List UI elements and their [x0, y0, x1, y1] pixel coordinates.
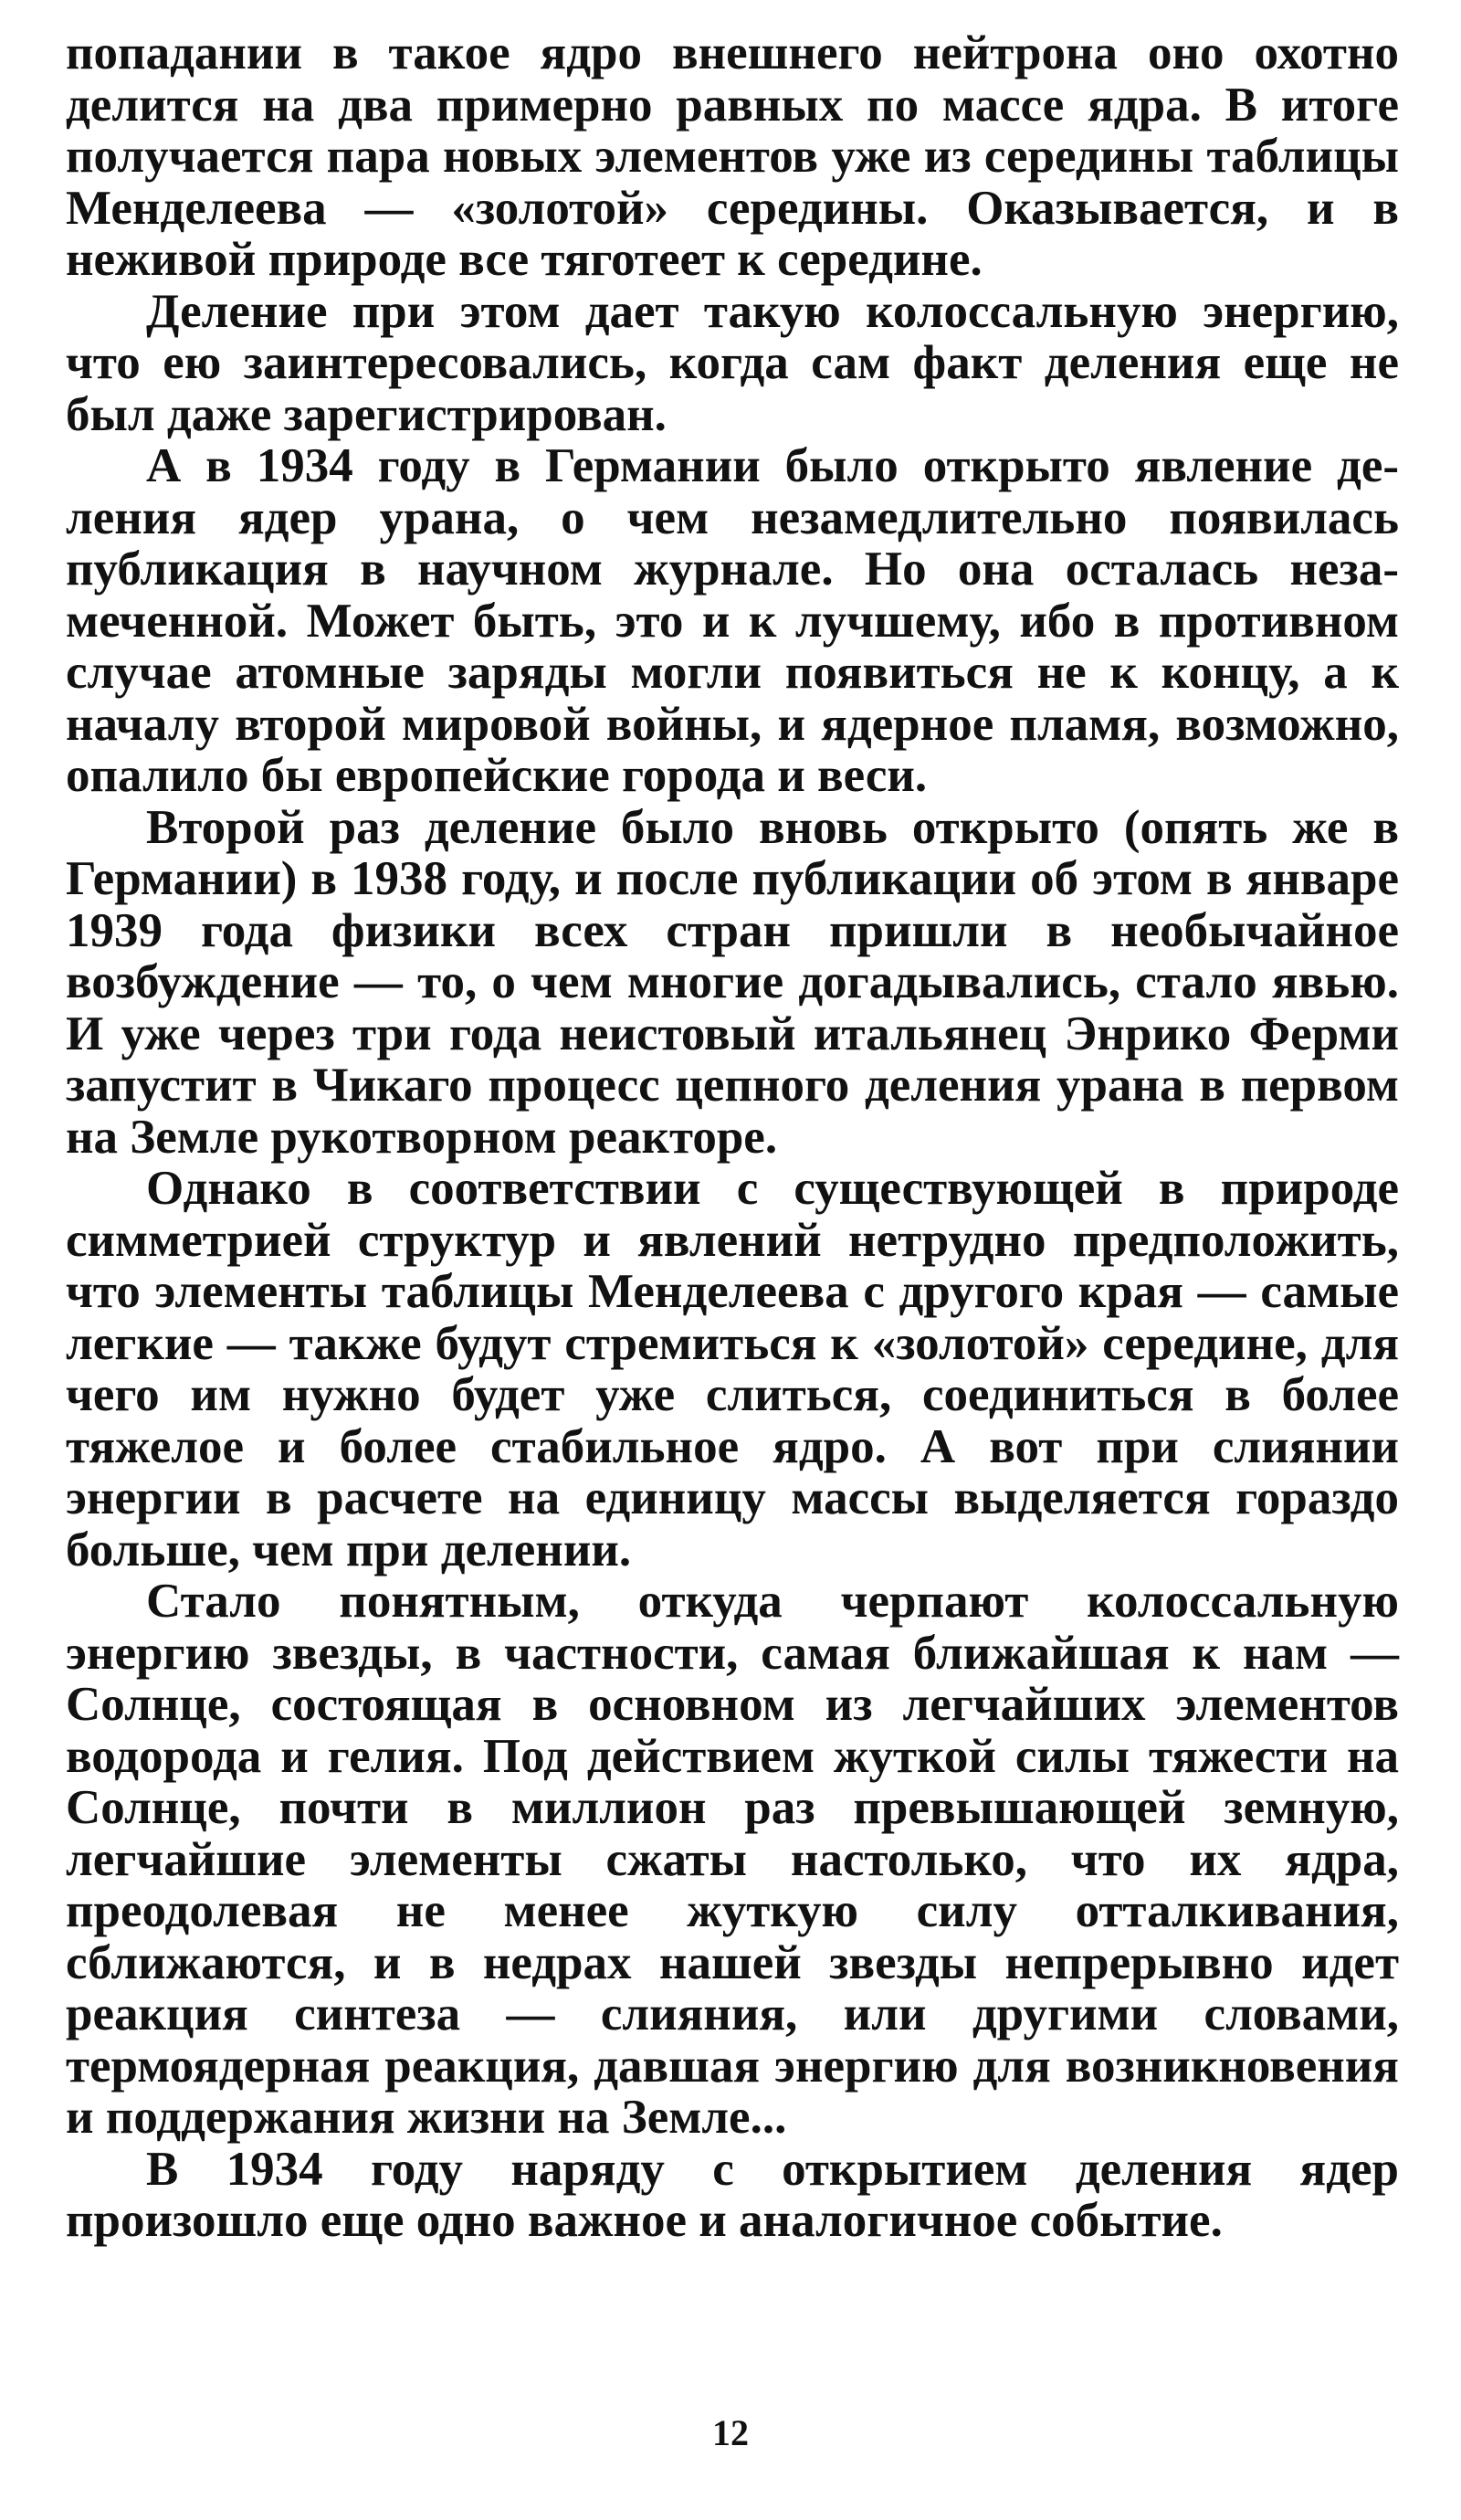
- paragraph: А в 1934 году в Германии было открыто явление деления ядер урана, о чем незамедлительно появилась публикация в научном журнале. Но она осталась незамеченной. Может быть, это и к лучшему, ибо в противном случае атомные заряды могли появиться не к концу, а к началу второй мировой войны, и ядерное пламя, возможно, опалило бы европейские города и веси.: [66, 439, 1399, 802]
- paragraph: Второй раз деление было вновь открыто (опять же в Германии) в 1938 году, и после публикации об этом в январе 1939 года физики всех стран пришли в необычайное возбуждение — то, о чем многие догадывались, стало явью. И уже через три года неистовый итальянец Энрико Ферми запустит в Чикаго процесс цепного деления урана в первом на Земле рукотворном реакторе.: [66, 800, 1399, 1164]
- paragraph: В 1934 году наряду с открытием деления ядер произошло еще одно важное и аналогичное событие.: [66, 2142, 1399, 2247]
- paragraph: Однако в соответствии с существующей в природе симметрией структур и явлений нетрудно предположить, что элементы таблицы Менделеева с другого края — самые легкие — также будут стремиться к «золотой» середине, для чего им нужно будет уже слиться, соединиться в более тяжелое и более стабильное ядро. А вот при слиянии энергии в расчете на единицу массы выделяется гораздо больше, чем при делении.: [66, 1162, 1399, 1576]
- paragraph: Деление при этом дает такую колоссальную энергию, что ею заинтересовались, когда сам факт деления еще не был даже зарегистрирован.: [66, 284, 1399, 441]
- page-number: 12: [712, 2412, 749, 2453]
- paragraph: Стало понятным, откуда черпают колоссальную энергию звезды, в частности, самая ближайшая к нам — Солнце, состоящая в основном из легчайших элементов водорода и гелия. Под действием жуткой силы тяжести на Солнце, почти в миллион раз превышающей земную, легчайшие элементы сжаты настолько, что их ядра, преодолевая не менее жуткую силу отталкивания, сближаются, и в недрах нашей звезды непрерывно идет реакция синтеза — слияния, или другими словами, термоядерная реакция, давшая энергию для возникновения и поддержания жизни на Земле...: [66, 1575, 1399, 2144]
- paragraph-continuation: попадании в такое ядро внешнего нейтрона оно охотно делится на два примерно равных по массе ядра. В итоге получается пара новых элементов уже из середины таблицы Менделеева — «золотой» середины. Оказывается, и в неживой природе все тяготеет к середине.: [66, 26, 1399, 286]
- page-body: [66, 27, 1399, 2247]
